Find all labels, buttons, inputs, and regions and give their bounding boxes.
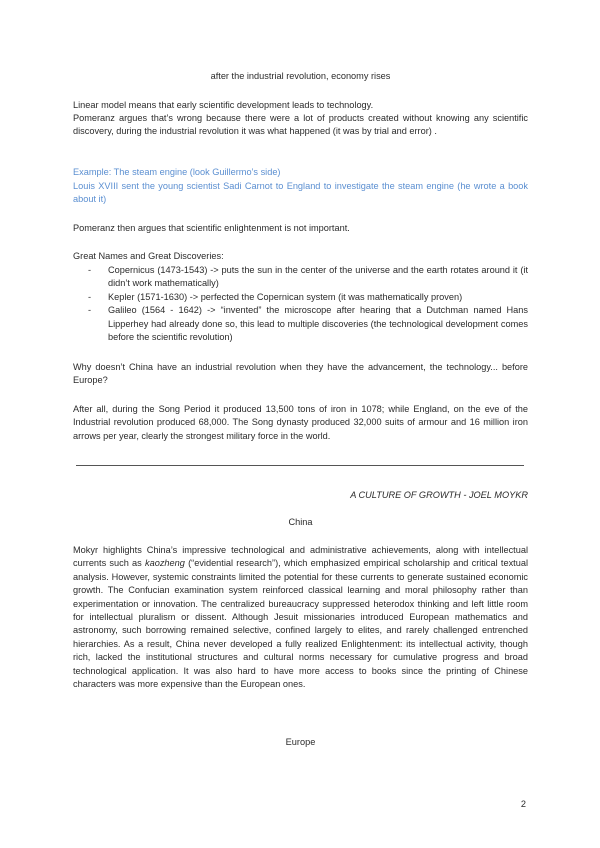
section-title-text: A CULTURE OF GROWTH - JOEL MOYKR bbox=[350, 490, 528, 500]
paragraph-mokyr-china bbox=[73, 544, 528, 691]
list-item-text: Copernicus (1473-1543) -> puts the sun in the center of the universe and the earth rotates around it (it didn’t work mathematically) bbox=[108, 265, 528, 289]
great-names-heading: Great Names and Great Discoveries: bbox=[73, 251, 224, 261]
list-dash: - bbox=[88, 265, 92, 275]
horizontal-divider bbox=[76, 465, 524, 466]
list-item bbox=[88, 264, 528, 291]
paragraph-pomeranz-enlightenment: Pomeranz then argues that scientific enlightenment is not important. bbox=[73, 223, 350, 233]
discoveries-list bbox=[88, 264, 528, 344]
list-dash: - bbox=[88, 305, 92, 316]
louis-xviii-note: Louis XVIII sent the young scientist Sadi Carnot to England to investigate the steam engine (he wrote a book about it) bbox=[73, 181, 528, 205]
europe-heading: Europe bbox=[285, 737, 316, 747]
paragraph-pomeranz-argument: Pomeranz argues that’s wrong because there were a lot of products created without knowing any scientific discovery, during the industrial revolution it was what happened (it was by trial and error) . bbox=[73, 113, 528, 137]
mokyr-text-part2: (“evidential research”), which emphasized empirical scholarship and critical textual analysis. However, systemic constraints limited the potential for these currents to generate sustained economic growth. The Confucian examination system reinforced classical learning and moral philosophy rather than experimentation or innovation. The centralized bureaucracy suppressed heterodox thinking and left little room for intellectual pluralism or dissent. Although Jesuit missionaries introduced European mathematics and astronomy, such borrowing remained selective, confined largely to elites, and rarely challenged entrenched hierarchies. As a result, China never developed a fully realized Enlightenment: its intellectual activity, though rich, lacked the institutional structures and cultural norms necessary for cumulative progress and broad technological application. It was also hard to have more access to books since the printing of Chinese characters was more expensive than the European ones. bbox=[73, 558, 528, 690]
mokyr-text-part1: Mokyr highlights China’s impressive technological and administrative achievements, along with intellectual currents such as bbox=[73, 545, 528, 569]
example-steam-engine: Example: The steam engine (look Guillermo’s side) bbox=[73, 167, 281, 177]
list-item-text: Kepler (1571-1630) -> perfected the Copernican system (it was mathematically proven) bbox=[108, 291, 463, 302]
list-item bbox=[88, 304, 528, 344]
header-line: after the industrial revolution, economy rises bbox=[210, 71, 391, 81]
paragraph-linear-model: Linear model means that early scientific development leads to technology. bbox=[73, 100, 374, 110]
china-heading: China bbox=[288, 517, 313, 527]
list-item bbox=[88, 291, 528, 304]
list-dash: - bbox=[88, 291, 92, 302]
page-number: 2 bbox=[520, 799, 526, 809]
section-title bbox=[73, 489, 528, 502]
kaozheng-term: kaozheng bbox=[145, 558, 185, 569]
list-item-text: Galileo (1564 - 1642) -> “invented” the microscope after hearing that a Dutchman named Hans Lipperhey had already done so, this lead to multiple discoveries (the technological development comes before the scientific revolution) bbox=[108, 305, 528, 343]
paragraph-song-period: After all, during the Song Period it produced 13,500 tons of iron in 1078; while England, on the eve of the Industrial revolution produced 68,000. The Song dynasty produced 32,000 suits of armour and 16 million iron arrows per year, clearly the strongest military force in the world. bbox=[73, 404, 528, 441]
paragraph-china-question: Why doesn’t China have an industrial revolution when they have the advancement, the technology... before Europe? bbox=[73, 362, 528, 386]
